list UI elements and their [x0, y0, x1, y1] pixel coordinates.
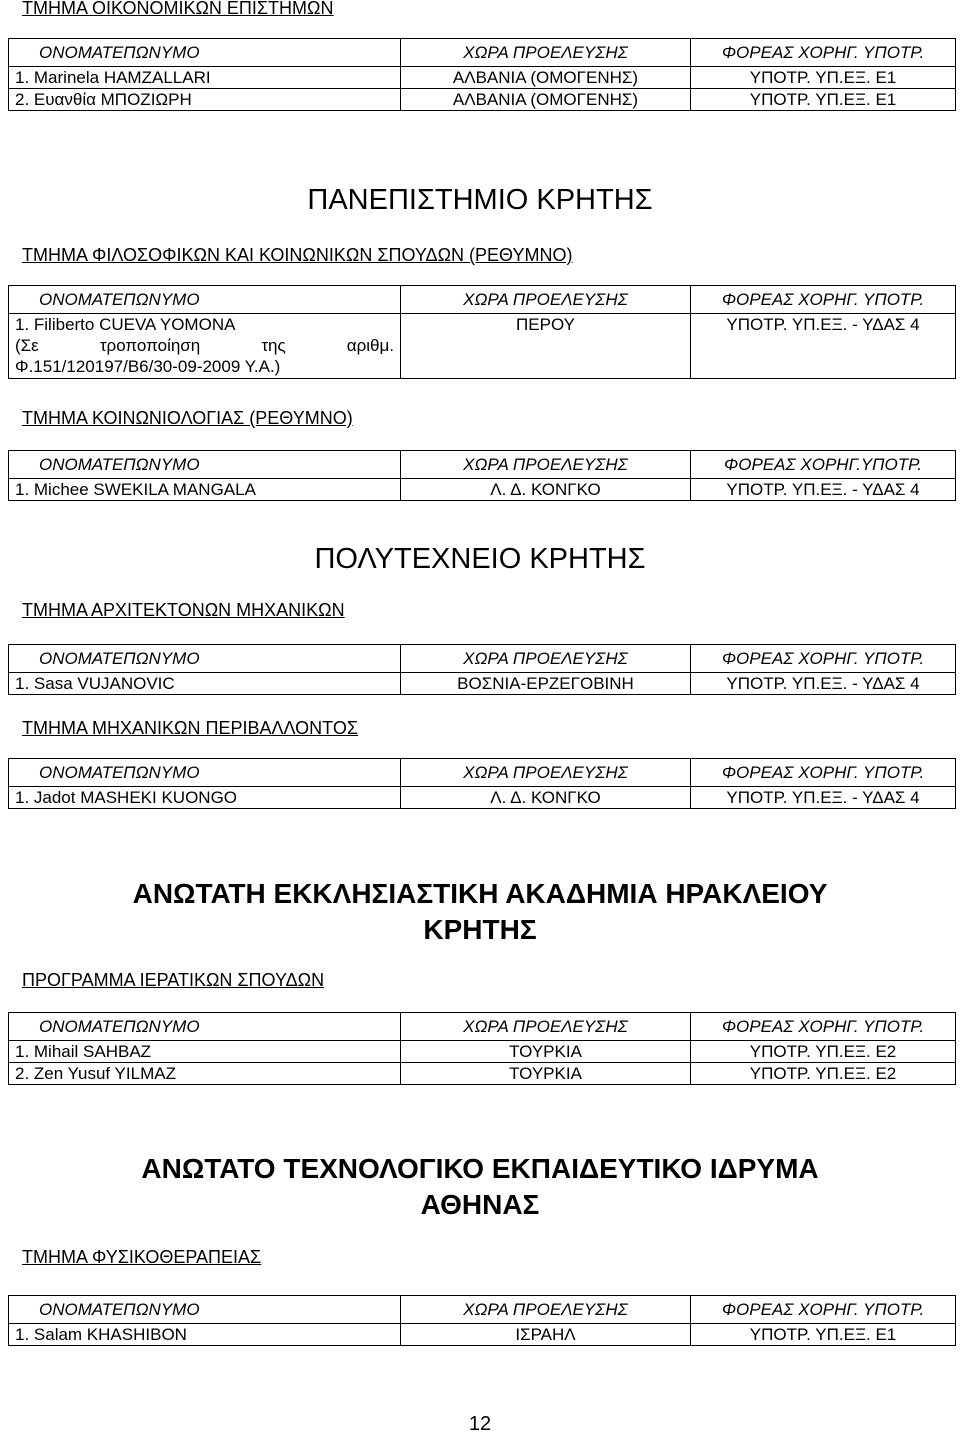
dept-heading-architecture: ΤΜΗΜΑ ΑΡΧΙΤΕΚΤΟΝΩΝ ΜΗΧΑΝΙΚΩΝ [22, 600, 345, 620]
table-header [9, 286, 956, 314]
cell-country: ΒΟΣΝΙΑ-ΕΡΖΕΓΟΒΙΝΗ [401, 673, 691, 695]
students-table-philosophy [8, 285, 956, 379]
dept-heading-philosophy: ΤΜΗΜΑ ΦΙΛΟΣΟΦΙΚΩΝ ΚΑΙ ΚΟΙΝΩΝΙΚΩΝ ΣΠΟΥΔΩΝ (ΡΕΘΥΜΝΟ) [22, 245, 573, 265]
header-country: ΧΩΡΑ ΠΡΟΕΛΕΥΣΗΣ [401, 759, 691, 787]
cell-name: 1. Marinela HAMZALLARI [9, 67, 401, 89]
cell-country: Λ. Δ. ΚΟΝΓΚΟ [401, 479, 691, 501]
cell-country: ΤΟΥΡΚΙΑ [401, 1063, 691, 1085]
cell-country: ΙΣΡΑΗΛ [401, 1324, 691, 1346]
cell-agency: ΥΠΟΤΡ. ΥΠ.ΕΞ. Ε1 [691, 67, 956, 89]
table-header [9, 1013, 956, 1041]
table-row [9, 787, 956, 809]
header-name: ΟΝΟΜΑΤΕΠΩΝΥΜΟ [9, 39, 401, 67]
university-title-ecclesiastical [0, 876, 960, 948]
cell-agency: ΥΠΟΤΡ. ΥΠ.ΕΞ. Ε1 [691, 1324, 956, 1346]
students-table-environmental [8, 758, 956, 809]
university-title-line1: ΑΝΩΤΑΤΗ ΕΚΚΛΗΣΙΑΣΤΙΚΗ ΑΚΑΔΗΜΙΑ ΗΡΑΚΛΕΙΟΥ [132, 878, 828, 909]
cell-name: 2. Ευανθία ΜΠΟΖΙΩΡΗ [9, 89, 401, 111]
dept-heading-physiotherapy: ΤΜΗΜΑ ΦΥΣΙΚΟΘΕΡΑΠΕΙΑΣ [22, 1247, 262, 1267]
header-agency: ΦΟΡΕΑΣ ΧΟΡΗΓ. ΥΠΟΤΡ. [691, 39, 956, 67]
students-table-architecture [8, 644, 956, 695]
header-name: ΟΝΟΜΑΤΕΠΩΝΥΜΟ [9, 451, 401, 479]
dept-heading-priesthood: ΠΡΟΓΡΑΜΜΑ ΙΕΡΑΤΙΚΩΝ ΣΠΟΥΔΩΝ [22, 970, 325, 990]
students-table-sociology [8, 450, 956, 501]
header-agency: ΦΟΡΕΑΣ ΧΟΡΗΓ. ΥΠΟΤΡ. [691, 1296, 956, 1324]
university-title-tei-athens [0, 1151, 960, 1223]
cell-agency: ΥΠΟΤΡ. ΥΠ.ΕΞ. - ΥΔΑΣ 4 [691, 787, 956, 809]
table-row [9, 314, 956, 379]
cell-name: 1. Jadot MASHEKI KUONGO [9, 787, 401, 809]
table-row [9, 1324, 956, 1346]
students-table-physiotherapy [8, 1295, 956, 1346]
table-row [9, 89, 956, 111]
students-table-economics [8, 38, 956, 111]
header-name: ΟΝΟΜΑΤΕΠΩΝΥΜΟ [9, 1296, 401, 1324]
table-row [9, 67, 956, 89]
university-title-line2: ΚΡΗΤΗΣ [423, 914, 537, 945]
header-agency: ΦΟΡΕΑΣ ΧΟΡΗΓ. ΥΠΟΤΡ. [691, 286, 956, 314]
header-name: ΟΝΟΜΑΤΕΠΩΝΥΜΟ [9, 645, 401, 673]
cell-name: 2. Zen Yusuf YILMAZ [9, 1063, 401, 1085]
student-name: 1. Filiberto CUEVA YOMONA [15, 315, 236, 334]
cell-country: Λ. Δ. ΚΟΝΓΚΟ [401, 787, 691, 809]
table-header [9, 1296, 956, 1324]
student-note-line2: Φ.151/120197/Β6/30-09-2009 Υ.Α.) [15, 357, 281, 376]
table-row [9, 1063, 956, 1085]
cell-agency: ΥΠΟΤΡ. ΥΠ.ΕΞ. Ε2 [691, 1063, 956, 1085]
dept-heading-environmental: ΤΜΗΜΑ ΜΗΧΑΝΙΚΩΝ ΠΕΡΙΒΑΛΛΟΝΤΟΣ [22, 718, 358, 738]
header-country: ΧΩΡΑ ΠΡΟΕΛΕΥΣΗΣ [401, 286, 691, 314]
cell-name: 1. Sasa VUJANOVIC [9, 673, 401, 695]
header-country: ΧΩΡΑ ΠΡΟΕΛΕΥΣΗΣ [401, 1013, 691, 1041]
page-number: 12 [468, 1413, 492, 1435]
cell-agency: ΥΠΟΤΡ. ΥΠ.ΕΞ. - ΥΔΑΣ 4 [691, 673, 956, 695]
header-country: ΧΩΡΑ ΠΡΟΕΛΕΥΣΗΣ [401, 451, 691, 479]
header-agency: ΦΟΡΕΑΣ ΧΟΡΗΓ.ΥΠΟΤΡ. [691, 451, 956, 479]
header-country: ΧΩΡΑ ΠΡΟΕΛΕΥΣΗΣ [401, 1296, 691, 1324]
cell-country: ΑΛΒΑΝΙΑ (ΟΜΟΓΕΝΗΣ) [401, 67, 691, 89]
header-agency: ΦΟΡΕΑΣ ΧΟΡΗΓ. ΥΠΟΤΡ. [691, 645, 956, 673]
table-header [9, 451, 956, 479]
cell-country: ΠΕΡΟΥ [401, 314, 691, 379]
university-title-line2: ΑΘΗΝΑΣ [420, 1189, 540, 1220]
cell-name: 1. Salam KHASHIBON [9, 1324, 401, 1346]
university-title-polytechnic: ΠΟΛΥΤΕΧΝΕΙΟ ΚΡΗΤΗΣ [314, 543, 646, 575]
header-country: ΧΩΡΑ ΠΡΟΕΛΕΥΣΗΣ [401, 645, 691, 673]
header-name: ΟΝΟΜΑΤΕΠΩΝΥΜΟ [9, 1013, 401, 1041]
table-header [9, 39, 956, 67]
students-table-priesthood [8, 1012, 956, 1085]
table-row [9, 1041, 956, 1063]
header-agency: ΦΟΡΕΑΣ ΧΟΡΗΓ. ΥΠΟΤΡ. [691, 1013, 956, 1041]
header-name: ΟΝΟΜΑΤΕΠΩΝΥΜΟ [9, 286, 401, 314]
header-country: ΧΩΡΑ ΠΡΟΕΛΕΥΣΗΣ [401, 39, 691, 67]
cell-agency: ΥΠΟΤΡ. ΥΠ.ΕΞ. Ε2 [691, 1041, 956, 1063]
cell-name [9, 314, 401, 379]
table-header [9, 759, 956, 787]
cell-agency: ΥΠΟΤΡ. ΥΠ.ΕΞ. Ε1 [691, 89, 956, 111]
dept-heading-economics: ΤΜΗΜΑ ΟΙΚΟΝΟΜΙΚΩΝ ΕΠΙΣΤΗΜΩΝ [22, 0, 334, 18]
university-title-line1: ΑΝΩΤΑΤΟ ΤΕΧΝΟΛΟΓΙΚΟ ΕΚΠΑΙΔΕΥΤΙΚΟ ΙΔΡΥΜΑ [141, 1153, 819, 1184]
university-title-crete: ΠΑΝΕΠΙΣΤΗΜΙΟ ΚΡΗΤΗΣ [307, 184, 653, 216]
table-header [9, 645, 956, 673]
header-agency: ΦΟΡΕΑΣ ΧΟΡΗΓ. ΥΠΟΤΡ. [691, 759, 956, 787]
cell-country: ΤΟΥΡΚΙΑ [401, 1041, 691, 1063]
cell-agency: ΥΠΟΤΡ. ΥΠ.ΕΞ. - ΥΔΑΣ 4 [691, 479, 956, 501]
table-row [9, 479, 956, 501]
table-row [9, 673, 956, 695]
dept-heading-sociology: ΤΜΗΜΑ ΚΟΙΝΩΝΙΟΛΟΓΙΑΣ (ΡΕΘΥΜΝΟ) [22, 408, 353, 428]
student-note-line1: (Σε τροποποίηση της αριθμ. [15, 336, 394, 355]
cell-name: 1. Michee SWEKILA MANGALA [9, 479, 401, 501]
cell-agency: ΥΠΟΤΡ. ΥΠ.ΕΞ. - ΥΔΑΣ 4 [691, 314, 956, 379]
cell-country: ΑΛΒΑΝΙΑ (ΟΜΟΓΕΝΗΣ) [401, 89, 691, 111]
header-name: ΟΝΟΜΑΤΕΠΩΝΥΜΟ [9, 759, 401, 787]
cell-name: 1. Mihail SAHBAZ [9, 1041, 401, 1063]
